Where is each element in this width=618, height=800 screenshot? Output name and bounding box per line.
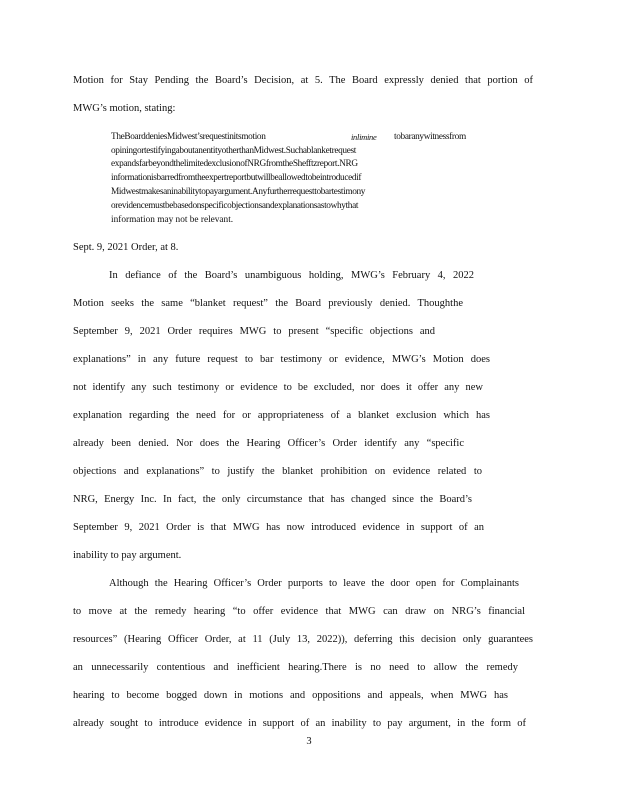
paragraph-2-line-last: inability to pay argument. (73, 550, 182, 561)
paragraph-2-line: explanations” in any future request to bar testimony or evidence, MWG’s Motion does (73, 354, 490, 365)
block-quote-line: opiningortestifyingaboutanentityotherthanMidwest.Suchablanketrequest (111, 146, 356, 156)
paragraph-2-line: September 9, 2021 Order requires MWG to present “specific objections and (73, 326, 435, 337)
paragraph-2-line: already been denied. Nor does the Hearing Officer’s Order identify any “specific (73, 438, 464, 449)
paragraph-2-line: NRG, Energy Inc. In fact, the only circumstance that has changed since the Board’s (73, 494, 472, 505)
paragraph-3-line: Although the Hearing Officer’s Order purports to leave the door open for Complainants (109, 578, 519, 589)
paragraph-3-line: already sought to introduce evidence in support of an inability to pay argument, in the form of (73, 718, 526, 729)
block-quote-line: informationisbarredfromtheexpertreportbutwillbeallowedtobeintroducedif (111, 173, 362, 183)
paragraph-1-line-2: MWG’s motion, stating: (73, 103, 176, 114)
paragraph-2-line: September 9, 2021 Order is that MWG has now introduced evidence in support of an (73, 522, 484, 533)
block-quote-text: TheBoarddeniesMidwest’srequestinitsmotion (111, 132, 266, 142)
paragraph-2-line: not identify any such testimony or evidence to be excluded, nor does it offer any new (73, 382, 483, 393)
block-quote-line: orevidencemustbebasedonspecificobjectionsandexplanationsastowhythat (111, 201, 359, 211)
paragraph-3-line: to move at the remedy hearing “to offer evidence that MWG can draw on NRG’s financial (73, 606, 525, 617)
block-quote-line: expandsfarbeyondthelimitedexclusionofNRGfromtheShefftzreport.NRG (111, 159, 358, 169)
paragraph-2-line: objections and explanations” to justify the blanket prohibition on evidence related to (73, 466, 482, 477)
paragraph-3-line: resources” (Hearing Officer Order, at 11 (July 13, 2022)), deferring this decision only guarantees (73, 634, 533, 645)
block-quote-italic-term: inlimine (351, 132, 377, 142)
page-number: 3 (306, 736, 312, 747)
paragraph-1-line-1: Motion for Stay Pending the Board’s Decision, at 5. The Board expressly denied that portion of (73, 75, 533, 86)
paragraph-2-line: Motion seeks the same “blanket request” the Board previously denied. Thoughthe (73, 298, 463, 309)
block-quote-text: tobaranywitnessfrom (394, 132, 466, 142)
citation: Sept. 9, 2021 Order, at 8. (73, 242, 179, 253)
paragraph-2-line: In defiance of the Board’s unambiguous holding, MWG’s February 4, 2022 (109, 270, 474, 281)
paragraph-3-line: an unnecessarily contentious and inefficient hearing.There is no need to allow the remedy (73, 662, 518, 673)
block-quote-line-last: information may not be relevant. (111, 215, 234, 225)
paragraph-3-line: hearing to become bogged down in motions and oppositions and appeals, when MWG has (73, 690, 508, 701)
block-quote-line: Midwestmakesaninabilitytopayargument.Anyfurtherrequesttobartestimony (111, 187, 366, 197)
paragraph-2-line: explanation regarding the need for or appropriateness of a blanket exclusion which has (73, 410, 490, 421)
